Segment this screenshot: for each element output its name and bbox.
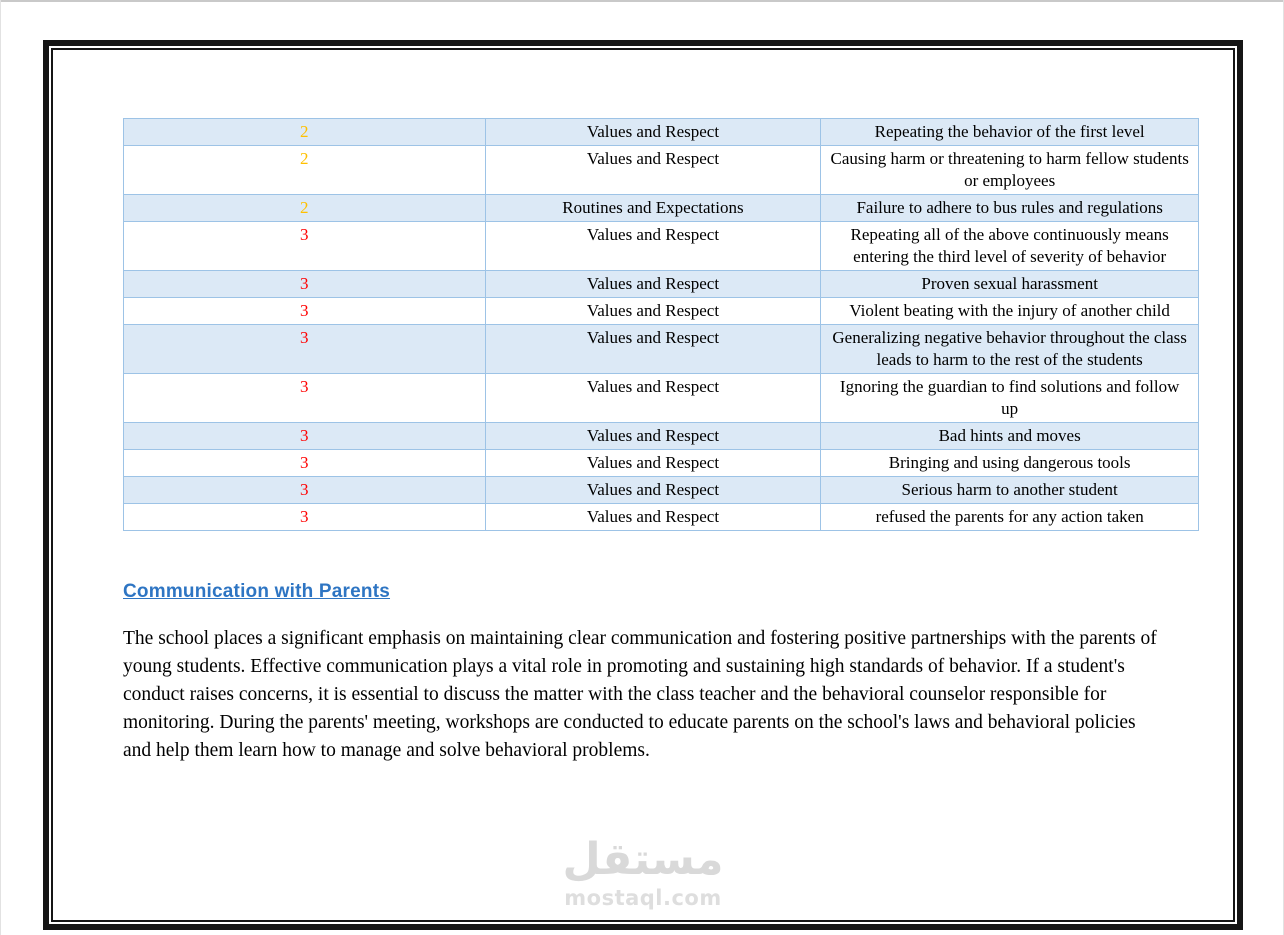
category-cell: Values and Respect xyxy=(485,477,821,504)
description-cell: Proven sexual harassment xyxy=(821,271,1199,298)
description-cell: Bringing and using dangerous tools xyxy=(821,450,1199,477)
level-cell: 3 xyxy=(124,450,486,477)
table-row xyxy=(124,146,1199,195)
category-cell: Values and Respect xyxy=(485,222,821,271)
table-row xyxy=(124,119,1199,146)
category-cell: Values and Respect xyxy=(485,325,821,374)
table-row xyxy=(124,450,1199,477)
level-cell: 3 xyxy=(124,271,486,298)
description-cell: Repeating all of the above continuously means entering the third level of severity of behavior xyxy=(821,222,1199,271)
table-row xyxy=(124,195,1199,222)
category-cell: Values and Respect xyxy=(485,450,821,477)
description-cell: Failure to adhere to bus rules and regulations xyxy=(821,195,1199,222)
page-border-frame xyxy=(43,40,1243,930)
table-row xyxy=(124,374,1199,423)
behavior-levels-table xyxy=(123,118,1199,531)
level-cell: 3 xyxy=(124,325,486,374)
category-cell: Values and Respect xyxy=(485,504,821,531)
category-cell: Values and Respect xyxy=(485,271,821,298)
level-cell: 2 xyxy=(124,195,486,222)
category-cell: Values and Respect xyxy=(485,298,821,325)
level-cell: 3 xyxy=(124,374,486,423)
description-cell: Causing harm or threatening to harm fellow students or employees xyxy=(821,146,1199,195)
section-paragraph: The school places a significant emphasis on maintaining clear communication and fostering positive partnerships with the parents of young students. Effective communication plays a vital role in promoting and sustaining high standards of behavior. If a student's conduct raises concerns, it is essential to discuss the matter with the class teacher and the behavioral counselor responsible for monitoring. During the parents' meeting, workshops are conducted to educate parents on the school's laws and behavioral policies and help them learn how to manage and solve behavioral problems. xyxy=(123,628,1157,761)
page-content xyxy=(123,118,1199,765)
level-cell: 3 xyxy=(124,504,486,531)
description-cell: Serious harm to another student xyxy=(821,477,1199,504)
window-top-edge xyxy=(1,0,1283,2)
page-border-inner xyxy=(51,48,1235,922)
table-row xyxy=(124,222,1199,271)
level-cell: 3 xyxy=(124,423,486,450)
level-cell: 3 xyxy=(124,222,486,271)
description-cell: Repeating the behavior of the first level xyxy=(821,119,1199,146)
description-cell: Bad hints and moves xyxy=(821,423,1199,450)
category-cell: Values and Respect xyxy=(485,374,821,423)
table-row xyxy=(124,423,1199,450)
description-cell: Violent beating with the injury of another child xyxy=(821,298,1199,325)
category-cell: Routines and Expectations xyxy=(485,195,821,222)
description-cell: Generalizing negative behavior throughout the class leads to harm to the rest of the students xyxy=(821,325,1199,374)
description-cell: refused the parents for any action taken xyxy=(821,504,1199,531)
table-row xyxy=(124,477,1199,504)
table-row xyxy=(124,298,1199,325)
category-cell: Values and Respect xyxy=(485,423,821,450)
category-cell: Values and Respect xyxy=(485,146,821,195)
level-cell: 2 xyxy=(124,119,486,146)
table-row xyxy=(124,325,1199,374)
mostaql-domain-text: mostaql.com xyxy=(564,886,722,910)
section-heading-communication-with-parents: Communication with Parents xyxy=(123,581,391,602)
watermark xyxy=(562,833,724,910)
level-cell: 2 xyxy=(124,146,486,195)
table-row xyxy=(124,504,1199,531)
category-cell: Values and Respect xyxy=(485,119,821,146)
table-row xyxy=(124,271,1199,298)
level-cell: 3 xyxy=(124,477,486,504)
level-cell: 3 xyxy=(124,298,486,325)
mostaql-logo-arabic: مستقل xyxy=(562,833,724,885)
description-cell: Ignoring the guardian to find solutions and follow up xyxy=(821,374,1199,423)
